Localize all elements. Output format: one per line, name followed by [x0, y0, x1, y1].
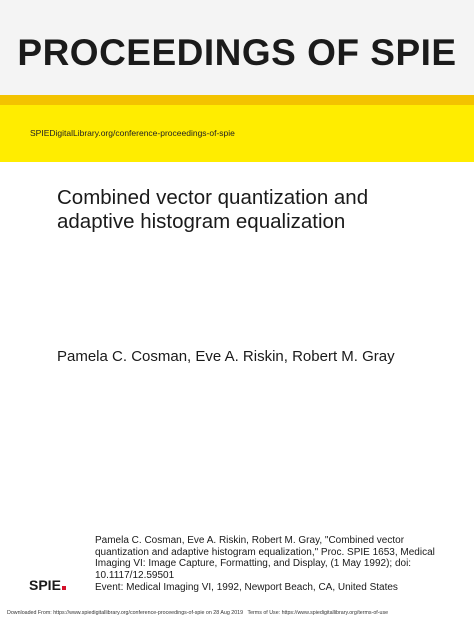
citation-line: Imaging VI: Image Capture, Formatting, and Display, (1 May 1992); doi:: [95, 558, 412, 569]
paper-title: [57, 186, 457, 234]
paper-authors: Pamela C. Cosman, Eve A. Riskin, Robert M. Gray: [57, 348, 395, 365]
download-footer: [0, 610, 474, 617]
masthead-divider: [0, 95, 474, 105]
spie-logo-text: SPIE: [29, 577, 61, 593]
paper-title-line: Combined vector quantization and: [57, 186, 369, 209]
citation-block: [95, 535, 455, 581]
downloaded-from-link[interactable]: Downloaded From: https://www.spiedigitallibrary.org/conference-proceedings-of-spie on 28 Aug 2019: [7, 610, 244, 616]
proceedings-title: PROCEEDINGS OF SPIE: [17, 32, 457, 73]
url-band: [0, 105, 474, 162]
masthead: [0, 0, 474, 95]
event-info: Event: Medical Imaging VI, 1992, Newport Beach, CA, United States: [95, 582, 398, 593]
terms-of-use-link[interactable]: Terms of Use: https://www.spiedigitallibrary.org/terms-of-use: [247, 610, 389, 616]
paper-title-line: adaptive histogram equalization: [57, 210, 346, 233]
citation-doi[interactable]: 10.1117/12.59501: [95, 569, 175, 581]
citation-line: Pamela C. Cosman, Eve A. Riskin, Robert M. Gray, "Combined vector: [95, 535, 405, 546]
spie-logo: [29, 576, 66, 594]
citation-line: quantization and adaptive histogram equalization," Proc. SPIE 1653, Medical: [95, 546, 435, 558]
proceedings-url-link[interactable]: SPIEDigitalLibrary.org/conference-proceedings-of-spie: [30, 128, 235, 138]
spie-logo-dot-icon: [62, 586, 66, 590]
